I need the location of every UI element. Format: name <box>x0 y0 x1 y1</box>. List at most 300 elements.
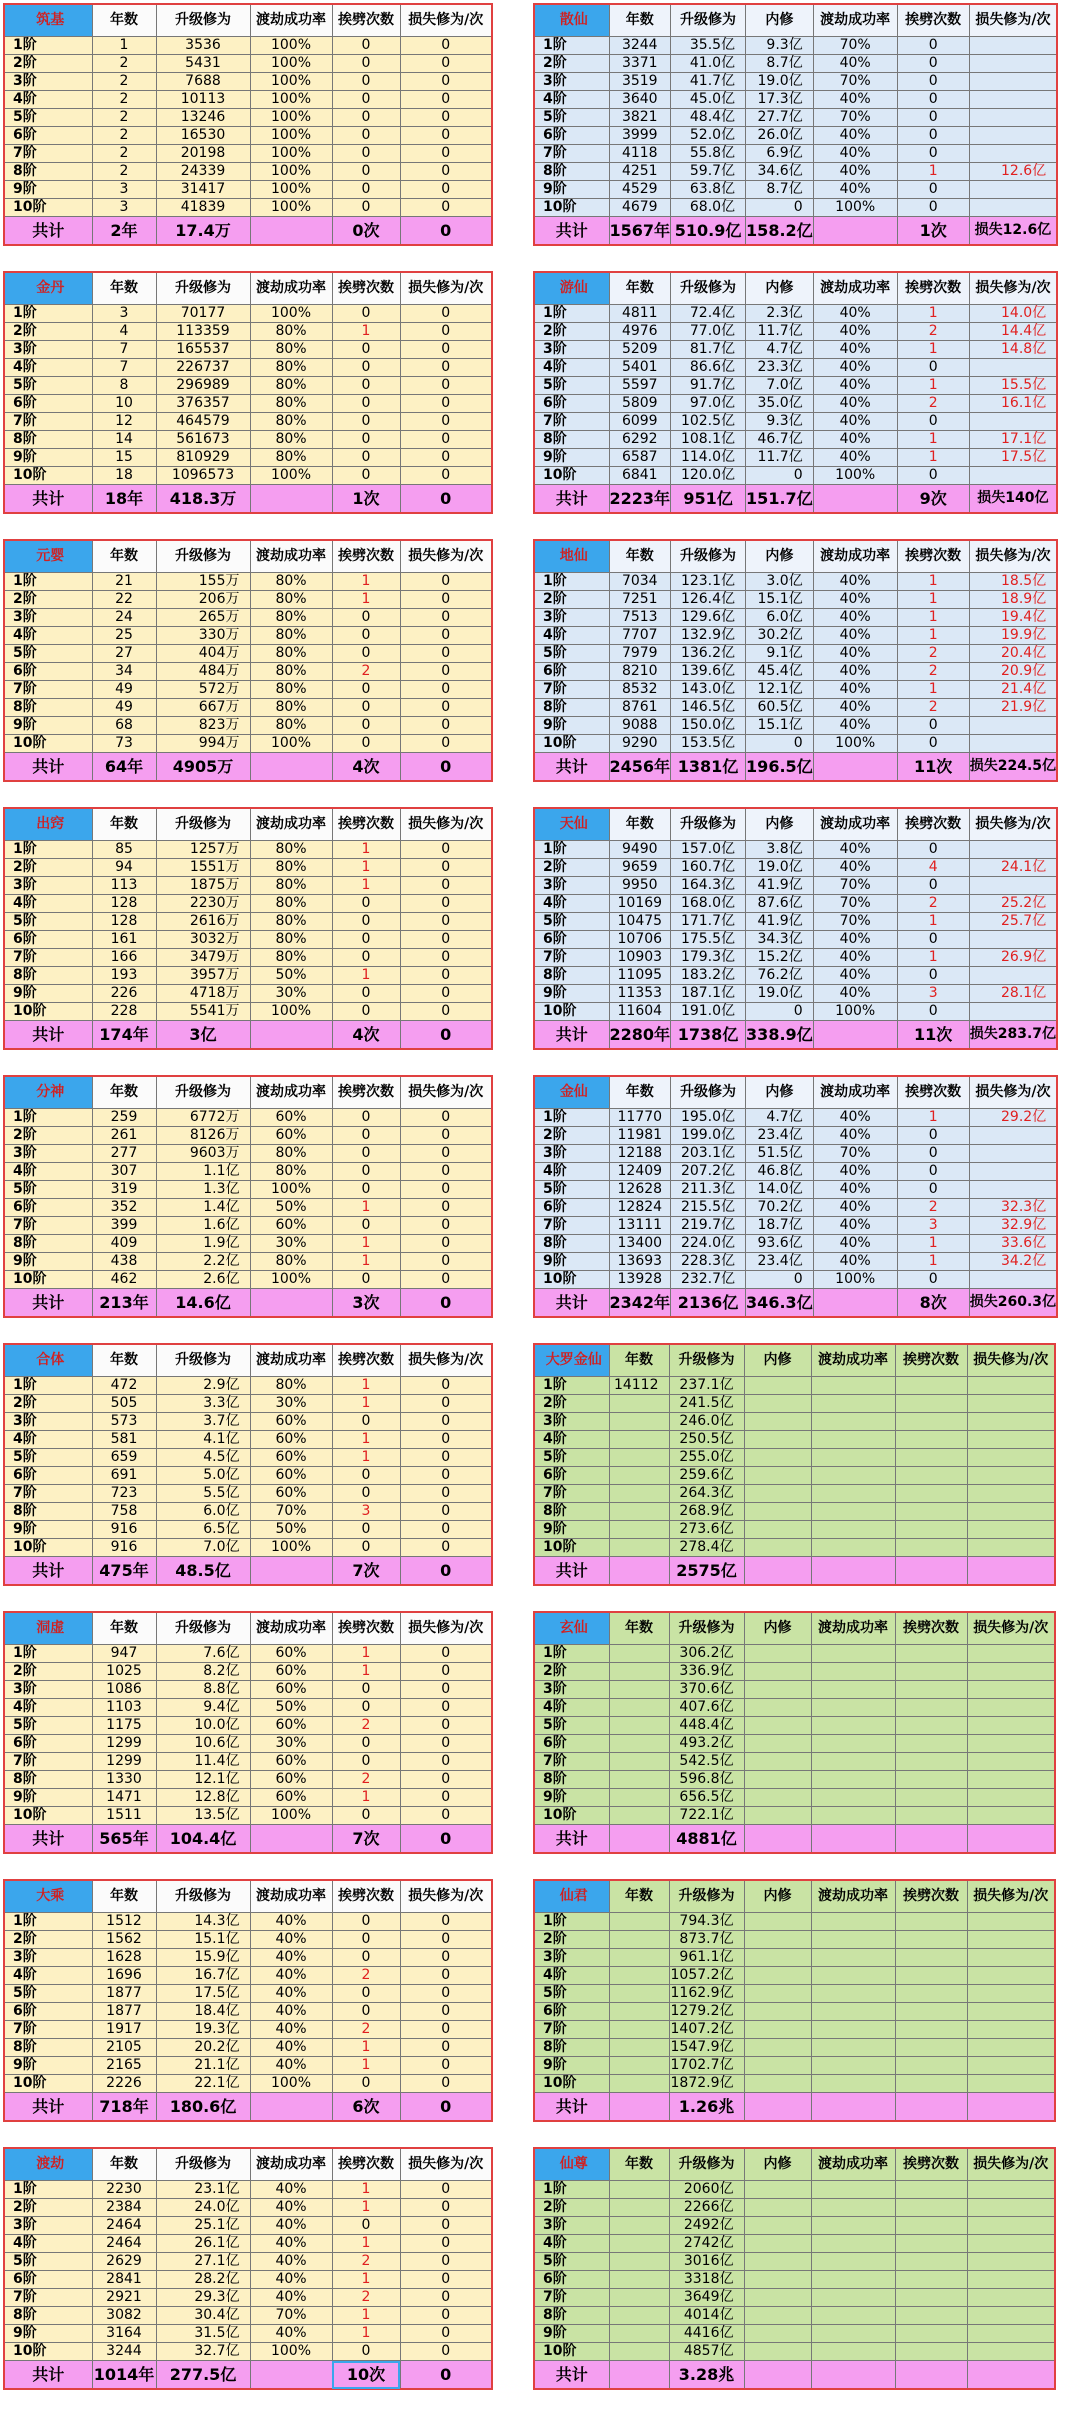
total-cell[interactable] <box>967 2093 1055 2122</box>
table-cell[interactable] <box>895 2021 967 2039</box>
column-header[interactable]: 内修 <box>746 540 814 573</box>
level-label[interactable]: 7阶 <box>4 681 92 699</box>
table-cell[interactable] <box>895 1645 967 1663</box>
table-cell[interactable]: 40% <box>813 1109 897 1127</box>
table-cell[interactable]: 758 <box>92 1503 156 1521</box>
total-cell[interactable] <box>895 1825 967 1854</box>
realm-name[interactable]: 玄仙 <box>534 1612 609 1645</box>
table-cell[interactable]: 21.4亿 <box>969 681 1057 699</box>
total-label[interactable]: 共计 <box>4 217 92 246</box>
table-cell[interactable] <box>609 2343 669 2361</box>
table-cell[interactable] <box>609 1967 669 1985</box>
level-label[interactable]: 9阶 <box>4 449 92 467</box>
table-cell[interactable]: 49 <box>92 699 156 717</box>
table-cell[interactable] <box>967 2039 1055 2057</box>
table-cell[interactable]: 0 <box>400 2021 492 2039</box>
table-cell[interactable]: 3 <box>897 985 969 1003</box>
table-cell[interactable]: 0 <box>332 895 400 913</box>
table-cell[interactable]: 2 <box>92 163 156 181</box>
table-cell[interactable]: 91.7亿 <box>671 377 746 395</box>
table-cell[interactable]: 35.5亿 <box>671 37 746 55</box>
table-cell[interactable]: 11353 <box>609 985 671 1003</box>
table-cell[interactable]: 2384 <box>92 2199 156 2217</box>
table-cell[interactable] <box>967 1449 1055 1467</box>
table-cell[interactable]: 70% <box>813 109 897 127</box>
level-label[interactable]: 2阶 <box>4 1931 92 1949</box>
table-cell[interactable] <box>895 1807 967 1825</box>
table-cell[interactable]: 80% <box>250 913 332 931</box>
level-label[interactable]: 3阶 <box>534 1681 609 1699</box>
table-cell[interactable] <box>895 1985 967 2003</box>
table-cell[interactable]: 3032万 <box>156 931 250 949</box>
column-header[interactable]: 内修 <box>746 272 814 305</box>
total-cell[interactable] <box>744 2093 811 2122</box>
table-cell[interactable]: 40% <box>250 2253 332 2271</box>
table-cell[interactable]: 40% <box>813 377 897 395</box>
level-label[interactable]: 9阶 <box>4 2325 92 2343</box>
table-cell[interactable] <box>967 1485 1055 1503</box>
table-cell[interactable]: 120.0亿 <box>671 467 746 485</box>
table-cell[interactable]: 0 <box>400 1735 492 1753</box>
table-cell[interactable] <box>811 2325 895 2343</box>
column-header[interactable]: 损失修为/次 <box>969 4 1057 37</box>
table-cell[interactable]: 0 <box>332 413 400 431</box>
table-cell[interactable] <box>895 1503 967 1521</box>
table-cell[interactable]: 2 <box>897 645 969 663</box>
table-cell[interactable] <box>967 1753 1055 1771</box>
table-cell[interactable] <box>609 2075 669 2093</box>
table-cell[interactable]: 60% <box>250 1467 332 1485</box>
table-cell[interactable]: 0 <box>400 2039 492 2057</box>
total-cell[interactable]: 0 <box>400 1289 492 1318</box>
table-cell[interactable]: 0 <box>400 2343 492 2361</box>
level-label[interactable]: 2阶 <box>534 1395 609 1413</box>
level-label[interactable]: 1阶 <box>4 37 92 55</box>
table-cell[interactable]: 0 <box>400 2057 492 2075</box>
table-cell[interactable]: 7513 <box>609 609 671 627</box>
column-header[interactable]: 挨劈次数 <box>332 1076 400 1109</box>
level-label[interactable]: 1阶 <box>534 1377 609 1395</box>
table-cell[interactable]: 40% <box>813 1181 897 1199</box>
table-cell[interactable]: 100% <box>250 2343 332 2361</box>
table-cell[interactable] <box>967 1645 1055 1663</box>
table-cell[interactable] <box>744 1521 811 1539</box>
table-cell[interactable] <box>895 1467 967 1485</box>
table-cell[interactable]: 0 <box>332 1467 400 1485</box>
level-label[interactable]: 10阶 <box>534 1271 609 1289</box>
table-cell[interactable] <box>609 2021 669 2039</box>
column-header[interactable]: 升级修为 <box>156 1344 250 1377</box>
table-cell[interactable]: 60% <box>250 1717 332 1735</box>
table-cell[interactable] <box>967 2253 1055 2271</box>
table-cell[interactable]: 0 <box>332 717 400 735</box>
table-cell[interactable]: 0 <box>400 895 492 913</box>
table-cell[interactable]: 60% <box>250 1109 332 1127</box>
table-cell[interactable]: 1 <box>897 681 969 699</box>
total-cell[interactable]: 2年 <box>92 217 156 246</box>
table-cell[interactable]: 157.0亿 <box>671 841 746 859</box>
table-cell[interactable]: 0 <box>400 145 492 163</box>
table-cell[interactable]: 30.4亿 <box>156 2307 250 2325</box>
table-cell[interactable]: 0 <box>400 717 492 735</box>
level-label[interactable]: 8阶 <box>534 431 609 449</box>
table-cell[interactable] <box>609 1753 669 1771</box>
column-header[interactable]: 挨劈次数 <box>332 272 400 305</box>
column-header[interactable]: 年数 <box>609 540 671 573</box>
level-label[interactable]: 10阶 <box>4 2343 92 2361</box>
table-cell[interactable]: 15.9亿 <box>156 1949 250 1967</box>
column-header[interactable]: 损失修为/次 <box>969 808 1057 841</box>
table-cell[interactable]: 30.2亿 <box>746 627 814 645</box>
table-cell[interactable]: 0 <box>400 1681 492 1699</box>
table-cell[interactable] <box>744 1967 811 1985</box>
table-cell[interactable] <box>744 1395 811 1413</box>
table-cell[interactable]: 20.4亿 <box>969 645 1057 663</box>
table-cell[interactable]: 330万 <box>156 627 250 645</box>
table-cell[interactable]: 60% <box>250 1663 332 1681</box>
table-cell[interactable]: 73 <box>92 735 156 753</box>
table-cell[interactable]: 1 <box>332 877 400 895</box>
realm-name[interactable]: 出窍 <box>4 808 92 841</box>
total-cell[interactable]: 1次 <box>897 217 969 246</box>
table-cell[interactable]: 873.7亿 <box>669 1931 744 1949</box>
table-cell[interactable]: 0 <box>332 913 400 931</box>
total-cell[interactable] <box>811 1557 895 1586</box>
column-header[interactable]: 挨劈次数 <box>332 1344 400 1377</box>
table-cell[interactable]: 0 <box>897 91 969 109</box>
table-cell[interactable]: 40% <box>250 2271 332 2289</box>
column-header[interactable]: 内修 <box>744 1344 811 1377</box>
level-label[interactable]: 7阶 <box>4 1217 92 1235</box>
level-label[interactable]: 4阶 <box>4 359 92 377</box>
column-header[interactable]: 渡劫成功率 <box>811 1880 895 1913</box>
table-cell[interactable]: 146.5亿 <box>671 699 746 717</box>
table-cell[interactable] <box>969 145 1057 163</box>
table-cell[interactable]: 8126万 <box>156 1127 250 1145</box>
column-header[interactable]: 升级修为 <box>669 1612 744 1645</box>
table-cell[interactable]: 34.3亿 <box>746 931 814 949</box>
level-label[interactable]: 6阶 <box>534 1199 609 1217</box>
table-cell[interactable]: 100% <box>250 1271 332 1289</box>
table-cell[interactable]: 6292 <box>609 431 671 449</box>
table-cell[interactable]: 94 <box>92 859 156 877</box>
table-cell[interactable]: 407.6亿 <box>669 1699 744 1717</box>
table-cell[interactable]: 7.6亿 <box>156 1645 250 1663</box>
level-label[interactable]: 10阶 <box>534 1003 609 1021</box>
table-cell[interactable]: 1 <box>332 967 400 985</box>
column-header[interactable]: 损失修为/次 <box>400 1880 492 1913</box>
level-label[interactable]: 6阶 <box>534 1467 609 1485</box>
level-label[interactable]: 10阶 <box>534 2343 609 2361</box>
total-cell[interactable]: 损失260.3亿 <box>969 1289 1057 1318</box>
table-cell[interactable]: 3318亿 <box>669 2271 744 2289</box>
total-cell[interactable] <box>813 1289 897 1318</box>
table-cell[interactable]: 12824 <box>609 1199 671 1217</box>
table-cell[interactable] <box>969 109 1057 127</box>
table-cell[interactable]: 1 <box>332 591 400 609</box>
table-cell[interactable]: 259.6亿 <box>669 1467 744 1485</box>
column-header[interactable]: 升级修为 <box>156 808 250 841</box>
table-cell[interactable]: 0 <box>332 1003 400 1021</box>
table-cell[interactable]: 51.5亿 <box>746 1145 814 1163</box>
table-cell[interactable]: 0 <box>897 199 969 217</box>
table-cell[interactable]: 19.0亿 <box>746 73 814 91</box>
table-cell[interactable]: 80% <box>250 895 332 913</box>
table-cell[interactable]: 0 <box>400 1413 492 1431</box>
table-cell[interactable]: 0 <box>400 1127 492 1145</box>
table-cell[interactable]: 52.0亿 <box>671 127 746 145</box>
table-cell[interactable]: 1162.9亿 <box>669 1985 744 2003</box>
table-cell[interactable]: 80% <box>250 431 332 449</box>
level-label[interactable]: 2阶 <box>4 1663 92 1681</box>
level-label[interactable]: 6阶 <box>4 663 92 681</box>
table-cell[interactable] <box>967 1521 1055 1539</box>
table-cell[interactable]: 0 <box>332 949 400 967</box>
table-cell[interactable]: 19.3亿 <box>156 2021 250 2039</box>
table-cell[interactable]: 0 <box>400 877 492 895</box>
table-cell[interactable]: 40% <box>250 1967 332 1985</box>
table-cell[interactable]: 561673 <box>156 431 250 449</box>
table-cell[interactable]: 255.0亿 <box>669 1449 744 1467</box>
column-header[interactable]: 内修 <box>744 1880 811 1913</box>
table-cell[interactable]: 1 <box>332 2199 400 2217</box>
level-label[interactable]: 9阶 <box>4 1789 92 1807</box>
table-cell[interactable]: 40% <box>250 1949 332 1967</box>
table-cell[interactable]: 1696 <box>92 1967 156 1985</box>
table-cell[interactable]: 0 <box>400 1145 492 1163</box>
table-cell[interactable]: 68 <box>92 717 156 735</box>
table-cell[interactable] <box>967 2217 1055 2235</box>
table-cell[interactable] <box>609 2325 669 2343</box>
total-cell[interactable]: 2575亿 <box>669 1557 744 1586</box>
table-cell[interactable]: 0 <box>400 127 492 145</box>
table-cell[interactable]: 60% <box>250 1449 332 1467</box>
table-cell[interactable]: 224.0亿 <box>671 1235 746 1253</box>
table-cell[interactable]: 0 <box>897 1271 969 1289</box>
table-cell[interactable]: 1628 <box>92 1949 156 1967</box>
table-cell[interactable]: 1702.7亿 <box>669 2057 744 2075</box>
table-cell[interactable]: 0 <box>897 467 969 485</box>
table-cell[interactable] <box>811 2235 895 2253</box>
table-cell[interactable]: 160.7亿 <box>671 859 746 877</box>
column-header[interactable]: 渡劫成功率 <box>250 1344 332 1377</box>
table-cell[interactable]: 7979 <box>609 645 671 663</box>
table-cell[interactable]: 0 <box>400 395 492 413</box>
table-cell[interactable]: 1 <box>897 1253 969 1271</box>
table-cell[interactable]: 40% <box>813 627 897 645</box>
level-label[interactable]: 3阶 <box>4 1681 92 1699</box>
level-label[interactable]: 3阶 <box>4 1949 92 1967</box>
table-cell[interactable]: 3 <box>92 305 156 323</box>
level-label[interactable]: 9阶 <box>4 1521 92 1539</box>
table-cell[interactable]: 2 <box>332 1967 400 1985</box>
table-cell[interactable] <box>609 1521 669 1539</box>
total-cell[interactable]: 951亿 <box>671 485 746 514</box>
table-cell[interactable]: 2492亿 <box>669 2217 744 2235</box>
table-cell[interactable]: 139.6亿 <box>671 663 746 681</box>
total-cell[interactable]: 1738亿 <box>671 1021 746 1050</box>
table-cell[interactable]: 0 <box>332 359 400 377</box>
table-cell[interactable]: 2 <box>897 663 969 681</box>
table-cell[interactable]: 24.0亿 <box>156 2199 250 2217</box>
table-cell[interactable]: 193 <box>92 967 156 985</box>
table-cell[interactable]: 0 <box>400 931 492 949</box>
table-cell[interactable]: 1330 <box>92 1771 156 1789</box>
total-cell[interactable]: 213年 <box>92 1289 156 1318</box>
total-cell[interactable]: 0 <box>400 1557 492 1586</box>
level-label[interactable]: 10阶 <box>534 1807 609 1825</box>
table-cell[interactable]: 2 <box>92 109 156 127</box>
table-cell[interactable]: 0 <box>332 1413 400 1431</box>
table-cell[interactable]: 3.3亿 <box>156 1395 250 1413</box>
table-cell[interactable]: 41.7亿 <box>671 73 746 91</box>
total-cell[interactable] <box>895 2093 967 2122</box>
table-cell[interactable]: 1299 <box>92 1753 156 1771</box>
table-cell[interactable]: 19.0亿 <box>746 985 814 1003</box>
table-cell[interactable]: 10475 <box>609 913 671 931</box>
table-cell[interactable]: 100% <box>250 1181 332 1199</box>
table-cell[interactable] <box>895 1395 967 1413</box>
table-cell[interactable]: 18.5亿 <box>969 573 1057 591</box>
table-cell[interactable]: 226 <box>92 985 156 1003</box>
column-header[interactable]: 内修 <box>746 808 814 841</box>
table-cell[interactable]: 352 <box>92 1199 156 1217</box>
table-cell[interactable] <box>895 1521 967 1539</box>
table-cell[interactable]: 505 <box>92 1395 156 1413</box>
table-cell[interactable] <box>811 1807 895 1825</box>
table-cell[interactable]: 80% <box>250 591 332 609</box>
table-cell[interactable]: 40% <box>250 2199 332 2217</box>
table-cell[interactable]: 0 <box>332 1931 400 1949</box>
column-header[interactable]: 挨劈次数 <box>895 1880 967 1913</box>
table-cell[interactable]: 1917 <box>92 2021 156 2039</box>
total-label[interactable]: 共计 <box>4 1557 92 1586</box>
table-cell[interactable]: 100% <box>813 199 897 217</box>
table-cell[interactable]: 60% <box>250 1485 332 1503</box>
column-header[interactable]: 损失修为/次 <box>969 540 1057 573</box>
table-cell[interactable] <box>967 1717 1055 1735</box>
level-label[interactable]: 1阶 <box>4 1377 92 1395</box>
table-cell[interactable] <box>609 1449 669 1467</box>
total-cell[interactable]: 损失224.5亿 <box>969 753 1057 782</box>
level-label[interactable]: 4阶 <box>534 895 609 913</box>
table-cell[interactable]: 8.8亿 <box>156 1681 250 1699</box>
table-cell[interactable] <box>967 1807 1055 1825</box>
table-cell[interactable]: 0 <box>897 359 969 377</box>
table-cell[interactable]: 0 <box>400 1253 492 1271</box>
total-cell[interactable] <box>895 2361 967 2390</box>
table-cell[interactable]: 27.1亿 <box>156 2253 250 2271</box>
table-cell[interactable]: 68.0亿 <box>671 199 746 217</box>
table-cell[interactable] <box>609 1645 669 1663</box>
column-header[interactable]: 挨劈次数 <box>332 4 400 37</box>
table-cell[interactable] <box>967 1681 1055 1699</box>
table-cell[interactable]: 80% <box>250 717 332 735</box>
level-label[interactable]: 10阶 <box>4 1807 92 1825</box>
table-cell[interactable]: 60% <box>250 1771 332 1789</box>
table-cell[interactable] <box>811 1735 895 1753</box>
table-cell[interactable]: 542.5亿 <box>669 1753 744 1771</box>
table-cell[interactable]: 7.0亿 <box>746 377 814 395</box>
table-cell[interactable]: 40% <box>250 2021 332 2039</box>
level-label[interactable]: 9阶 <box>534 2325 609 2343</box>
table-cell[interactable]: 100% <box>250 2075 332 2093</box>
level-label[interactable]: 9阶 <box>534 1253 609 1271</box>
table-cell[interactable]: 100% <box>250 55 332 73</box>
total-cell[interactable]: 损失140亿 <box>969 485 1057 514</box>
total-cell[interactable]: 11次 <box>897 753 969 782</box>
level-label[interactable]: 3阶 <box>534 1145 609 1163</box>
level-label[interactable]: 6阶 <box>4 2271 92 2289</box>
level-label[interactable]: 8阶 <box>534 699 609 717</box>
column-header[interactable]: 渡劫成功率 <box>813 1076 897 1109</box>
level-label[interactable]: 7阶 <box>534 145 609 163</box>
level-label[interactable]: 5阶 <box>4 1181 92 1199</box>
total-cell[interactable] <box>250 217 332 246</box>
table-cell[interactable] <box>811 2039 895 2057</box>
total-cell[interactable] <box>744 1557 811 1586</box>
table-cell[interactable]: 7688 <box>156 73 250 91</box>
table-cell[interactable]: 219.7亿 <box>671 1217 746 1235</box>
table-cell[interactable]: 0 <box>332 2075 400 2093</box>
table-cell[interactable]: 123.1亿 <box>671 573 746 591</box>
column-header[interactable]: 内修 <box>746 4 814 37</box>
table-cell[interactable]: 2742亿 <box>669 2235 744 2253</box>
table-cell[interactable] <box>969 199 1057 217</box>
total-label[interactable]: 共计 <box>4 2093 92 2122</box>
table-cell[interactable]: 0 <box>332 1181 400 1199</box>
table-cell[interactable]: 0 <box>746 199 814 217</box>
table-cell[interactable]: 0 <box>400 681 492 699</box>
level-label[interactable]: 2阶 <box>534 323 609 341</box>
table-cell[interactable]: 40% <box>250 2181 332 2199</box>
table-cell[interactable]: 0 <box>400 841 492 859</box>
table-cell[interactable]: 1 <box>897 431 969 449</box>
table-cell[interactable]: 10903 <box>609 949 671 967</box>
table-cell[interactable]: 35.0亿 <box>746 395 814 413</box>
table-cell[interactable]: 0 <box>332 1163 400 1181</box>
table-cell[interactable] <box>744 1539 811 1557</box>
table-cell[interactable]: 0 <box>332 109 400 127</box>
column-header[interactable]: 损失修为/次 <box>969 1076 1057 1109</box>
table-cell[interactable]: 0 <box>332 127 400 145</box>
table-cell[interactable]: 25 <box>92 627 156 645</box>
table-cell[interactable] <box>967 2307 1055 2325</box>
column-header[interactable]: 年数 <box>92 1612 156 1645</box>
level-label[interactable]: 1阶 <box>534 573 609 591</box>
table-cell[interactable] <box>967 2343 1055 2361</box>
table-cell[interactable] <box>811 1485 895 1503</box>
table-cell[interactable]: 50% <box>250 1699 332 1717</box>
table-cell[interactable]: 2060亿 <box>669 2181 744 2199</box>
total-cell[interactable]: 7次 <box>332 1825 400 1854</box>
table-cell[interactable]: 1877 <box>92 2003 156 2021</box>
table-cell[interactable]: 18.7亿 <box>746 1217 814 1235</box>
table-cell[interactable]: 2921 <box>92 2289 156 2307</box>
level-label[interactable]: 2阶 <box>4 859 92 877</box>
table-cell[interactable]: 13400 <box>609 1235 671 1253</box>
table-cell[interactable]: 3244 <box>609 37 671 55</box>
table-cell[interactable] <box>811 2343 895 2361</box>
table-cell[interactable] <box>967 1663 1055 1681</box>
table-cell[interactable] <box>895 2039 967 2057</box>
table-cell[interactable]: 5.5亿 <box>156 1485 250 1503</box>
table-cell[interactable]: 0 <box>897 877 969 895</box>
table-cell[interactable]: 166 <box>92 949 156 967</box>
table-cell[interactable]: 0 <box>332 1807 400 1825</box>
level-label[interactable]: 1阶 <box>534 1109 609 1127</box>
table-cell[interactable] <box>811 1985 895 2003</box>
